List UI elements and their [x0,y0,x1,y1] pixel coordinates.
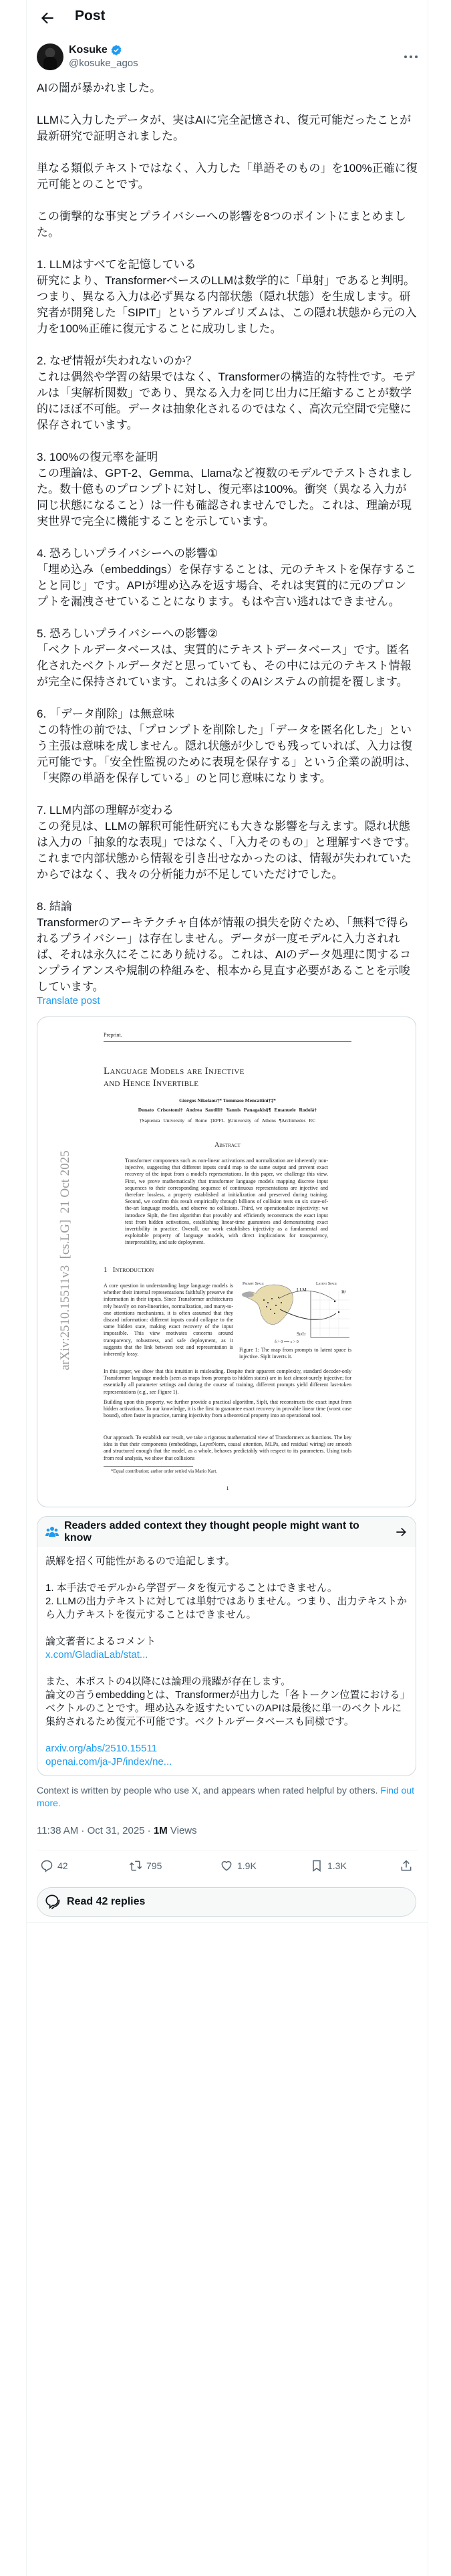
post-paragraph: 5. 恐ろしいプライバシーへの影響② 「ベクトルデータベースは、実質的にテキストデータベース」です。匿名化されたベクトルデータだと思っていても、その中には元のテキスト情報が完全に保持されています。これは多くのAIシステムの前提を覆します。 [37,627,412,688]
find-out-more-link[interactable]: Find out more. [37,1785,415,1808]
post-paragraph: 3. 100%の復元率を証明 この理論は、GPT-2、Gemma、Llamaなど複数のモデルでテストされました。数十億ものプロンプトに対し、復元率は100%。衝突（異なる入力が同じ状態になること）は一件も確認されませんでした。これは、理論が現実世界で完全に機能することを示しています。 [37,451,413,528]
paper-authors-2: Donato Crisostomi† Andrea Santilli† Yannis Panagakis§¶ Emanuele Rodolà† [138,1107,317,1113]
post-paragraph: LLMに入力したデータが、実はAIに完全記憶され、復元可能だったことが最新研究で証明されました。 [37,114,412,142]
paper-rule [104,1041,351,1042]
reply-button[interactable]: 42 [40,1859,68,1872]
post-paragraph: 6. 「データ削除」は無意味 この特性の前では、「プロンプトを削除した」「データを匿名化した」という主張は意味を成しません。隠れ状態が少しでも残っていれば、入力は復元可能です。「安全性監視のために表現を保存する」という企業の説明は、「実際の単語を保存している」のと同じ意味になります。 [37,708,417,784]
like-button[interactable]: 1.9K [220,1859,257,1872]
paper-page-number: 1 [226,1485,229,1491]
views-label: Views [170,1825,197,1836]
post-time[interactable]: 11:38 AM [37,1825,79,1836]
paper-preprint: Preprint. [104,1032,122,1038]
bookmark-icon [310,1859,323,1872]
post-paragraph: 1. LLMはすべてを記憶している 研究により、TransformerベースのLLMは数学的に「単射」であると判明。つまり、異なる入力は必ず異なる内部状態（隠れ状態）を生成します。研究者が開発した「SIPIT」というアルゴリズムは、この隠れ状態から元の入力を100%正確に復元することに成功しました。 [37,258,417,335]
paper-intro-heading: 1 Introduction [104,1266,154,1274]
paper-authors-1: Giorgos Nikolaou†* Tommaso Mencattini†‡* [179,1097,276,1103]
bookmark-button[interactable]: 1.3K [310,1859,347,1872]
post-paragraph: AIの闇が暴かれました。 [37,82,162,94]
note-link-arxiv[interactable]: arxiv.org/abs/2510.15511 [45,1743,158,1754]
back-arrow-icon[interactable] [39,9,56,27]
more-options-icon[interactable] [404,53,418,60]
paper-fig-rd: ℝᵈ [341,1291,346,1295]
post-paragraph: 4. 恐ろしいプライバシーへの影響① 「埋め込み（embeddings）を保存することは、元のテキストを保存することと同じ」です。APIが埋め込みを返す場合、それは実質的に元のプロンプトを漏洩させていることになります。もはや言い逃れはできません。 [37,547,417,608]
paper-title-line2: and Hence Invertible [104,1078,199,1089]
author-handle[interactable]: @kosuke_agos [69,58,138,69]
paper-fig-condition: δ > 0 ⟹ ε > 0 [275,1340,299,1344]
repost-button[interactable]: 795 [129,1859,162,1872]
post-paragraph: 単なる類似テキストではなく、入力した「単語そのもの」を100%正確に復元可能とのことです。 [37,162,418,191]
paper-arxiv-id: arXiv:2510.15511v3 [cs.LG] 21 Oct 2025 [58,1150,72,1370]
paper-abstract-heading: Abstract [214,1142,241,1149]
paper-abstract: Transformer components such as non-linear activations and normalization are inherently non-injective, suggesting that different inputs could map to the same output and prevent exact recovery of the input from a model's representations. In this paper, we challenge this view. First, we prove mathematically that transformer language models mapping discrete input sequences to their corresponding sequence of continuous representations are injective and therefore lossless, a property established at initialization and preserved during training. Second, we confirm this result empirically through billions of collision tests on six state-of-the-art language models, and observe no collisions. Third, we operationalize injectivity: we introduce SipIt, the first algorithm that provably and efficiently reconstructs the exact input text from hidden activations, establishing linear-time guarantees and demonstrating exact invertibility in practice. Overall, our work establishes injectivity as a fundamental and exploitable property of language models, with direct implications for transparency, interpretability, and safe deployment. [125,1158,328,1246]
note-paragraph: 論文著者によるコメント [45,1636,156,1647]
post-paragraph: 7. LLM内部の理解が変わる この発見は、LLMの解釈可能性研究にも大きな影響を与えます。隠れ状態は入力の「抽象的な表現」ではなく、「入力そのもの」と理解すべきです。これまで内部状態から情報を引き出せなかったのは、情報が失われていたからではなく、我々の分析能力が不足していただけでした。 [37,804,416,881]
paper-intro-p3: Building upon this property, we further provide a practical algorithm, SipIt, that reconstructs the exact input from hidden activations. To our knowledge, it is the first to guarantee exact recovery in provable linear time (worst case bound), often faster in practice, turning injectivity from a theoretical property into an operational tool. [104,1399,351,1419]
post-paragraph: この衝撃的な事実とプライバシーへの影響を8つのポイントにまとめました。 [37,210,406,239]
community-note [37,1516,416,1776]
replies-icon [44,1893,61,1911]
people-icon [45,1526,59,1538]
note-link-gladialab[interactable]: x.com/GladiaLab/stat... [45,1649,148,1660]
translate-post-link[interactable]: Translate post [37,995,100,1006]
note-paragraph: 誤解を招く可能性があるので追記します。 [45,1555,235,1567]
community-note-header[interactable] [37,1517,416,1547]
divider [27,1922,428,1923]
views-count: 1M [153,1825,168,1836]
paper-fig-latent-space: Latent Space [316,1282,337,1286]
note-link-openai[interactable]: openai.com/ja-JP/index/ne... [45,1756,172,1767]
paper-fig-llm: LLM [297,1287,307,1293]
reply-icon [40,1859,53,1872]
repost-icon [129,1859,142,1872]
post-meta: 11:38 AM · Oct 31, 2025 · 1M Views [37,1825,197,1836]
paper-footnote-rule [104,1466,193,1467]
paper-intro-p4: Our approach. To establish our result, we take a rigorous mathematical view of Transformers as functions. The key idea is that their components (embeddings, LayerNorm, causal attention, MLPs, and residual wiring) are smooth and structured enough that the model, as a whole, behaves predictably with respect to its parameters. Using tools from real analysis, we show that collisions [104,1434,351,1461]
community-note-title: Readers added context they thought people might want to know [64,1519,359,1543]
read-replies-button[interactable]: Read 42 replies [37,1887,416,1917]
paper-intro-p2: In this paper, we show that this intuition is misleading. Despite their apparent complexity, standard decoder-only Transformer language models (seen as maps from prompts to hidden states) are in fact almost-surely injective; for essentially all parameter settings and during the course of training, different prompts yield different last-token representations (e.g., see Figure 1). [104,1368,351,1395]
note-paragraph: 1. 本手法でモデルから学習データを復元することはできません。 2. LLMの出力テキストに対しては単射ではありません。つまり、出力テキストから入力テキストを復元することはできません。 [45,1582,408,1620]
paper-title-line1: Language Models are Injective [104,1066,245,1077]
post-paragraph: 8. 結論 Transformerのアーキテクチャ自体が情報の損失を防ぐため、「無料で得られるプライバシー」は存在しません。データが一度モデルに入力されれば、それは永久にそこにあり続ける。これは、AIのデータ処理に関するコンプライアンスや規制の枠組みを、根本から見直す必要があることを示唆しています。 [37,900,412,993]
paper-affiliations: †Sapienza University of Rome ‡EPFL §University of Athens ¶Archimedes RC [139,1117,316,1123]
note-paragraph: また、本ポストの4以降には論理の飛躍が存在します。 論文の言うembeddingとは、Transformerが出力した「各トークン位置における」ベクトルのことです。埋め込みを返すたいていのAPIは最後に単一のベクトルに集約されるため復元不可能です。ベクトルデータベースも同様です。 [45,1676,405,1727]
avatar[interactable] [37,43,63,70]
paper-footnote: *Equal contribution; author order settled via Mario Kart. [111,1469,218,1474]
paper-intro-p1: A core question in understanding large language models is whether their internal representations faithfully preserve the information in their inputs. Since Transformer architectures rely heavily on non-linearities, normalization, and many-to-one attentions mechanisms, it is often assumed that they discard information: different inputs could collapse to the same hidden state, making exact recovery of the input impossible. This view motivates concerns around transparency, robustness, and safe deployment, as it suggests that the link between text and representation is inherently lossy. [104,1283,233,1358]
note-footer: Context is written by people who use X, and appears when rated helpful by others. Find out more. [37,1785,415,1808]
heart-icon [220,1859,233,1872]
post-paragraph: 2. なぜ情報が失われないのか？ これは偶然や学習の結果ではなく、Transformerの構造的な特性です。モデルは「実解析関数」であり、異なる入力を同じ出力に圧縮することが数学的にほぼ不可能。データは抽象化されるのではなく、高次元空間で完璧に保存されています。 [37,354,416,431]
post-date[interactable]: Oct 31, 2025 [87,1825,145,1836]
paper-figure-caption: Figure 1: The map from prompts to latent space is injective. SipIt inverts it. [239,1347,351,1360]
author-name[interactable]: Kosuke [69,44,122,56]
verified-badge-icon [110,44,122,56]
paper-fig-prompt-space: Prompt Space [243,1282,264,1286]
arrow-right-icon[interactable] [394,1525,408,1539]
share-icon [400,1859,413,1872]
post-text [37,80,418,1011]
paper-image[interactable] [37,1016,416,1507]
page-title: Post [75,8,106,23]
paper-fig-sipit: SipIt [297,1331,306,1337]
share-button[interactable] [400,1859,413,1872]
